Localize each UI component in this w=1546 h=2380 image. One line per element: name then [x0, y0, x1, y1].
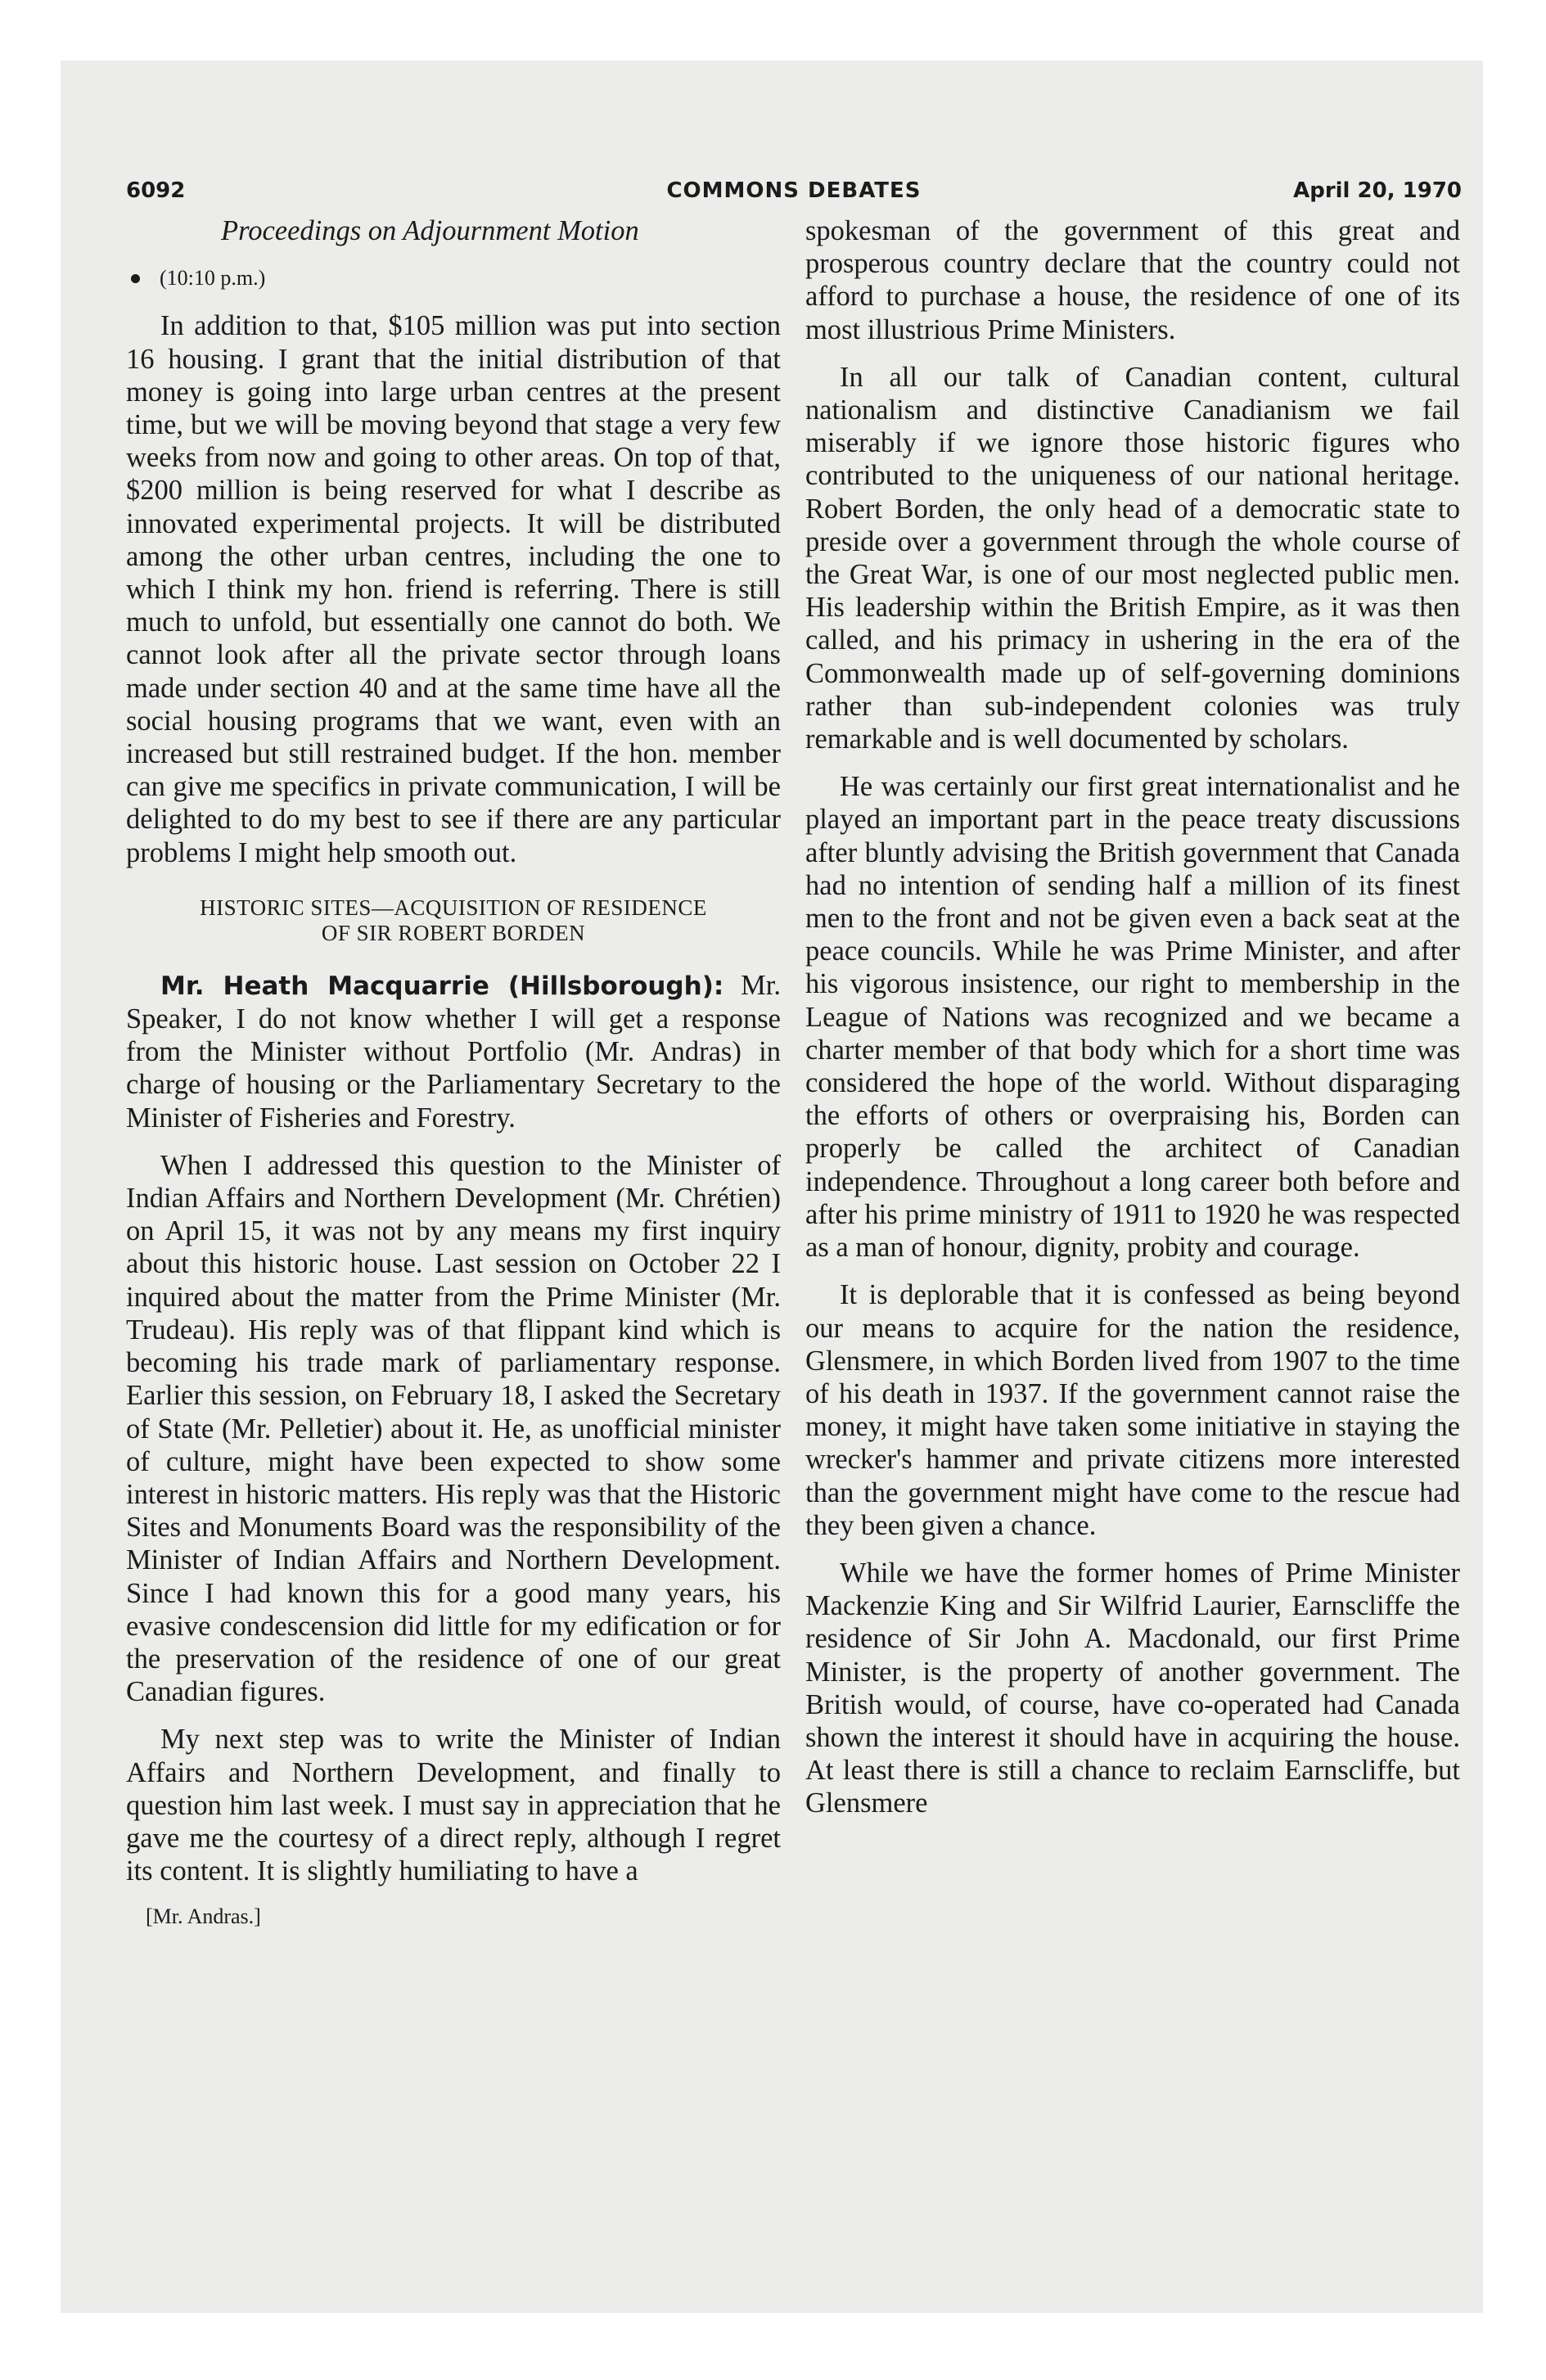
running-subhead: Proceedings on Adjournment Motion — [221, 215, 639, 246]
paragraph: spokesman of the government of this great and prosperous country declare that the country could not afford to purchase a house, the residence of one of its most illustrious Prime Ministers. — [805, 215, 1460, 345]
speech-text: Mr. Speaker, I do not know whether I will get a response from the Minister without Portfolio (Mr. Andras) in charge of housing or the Parliamentary Secretary to the Minister of Fisheries and Forestry. — [126, 969, 781, 1134]
paragraph: While we have the former homes of Prime Minister Mackenzie King and Sir Wilfrid Laurier, Earnscliffe the residence of Sir John A. Macdonald, our first Prime Minister, is the property of another government. The British would, of course, have co-operated had Canada shown the interest it should have in acquiring the house. At least there is still a chance to reclaim Earnscliffe, but Glensmere — [805, 1557, 1460, 1819]
paragraph: My next step was to write the Minister of Indian Affairs and Northern Development, and finally to question him last week. I must say in appreciation that he gave me the courtesy of a direct reply, although I regret its content. It is slightly humiliating to have a — [126, 1724, 781, 1887]
paragraph: In all our talk of Canadian content, cultural nationalism and distinctive Canadianism we fail miserably if we ignore those historic figures who contributed to the uniqueness of our national heritage. Robert Borden, the only head of a democratic state to preside over a government through the whole course of the Great War, is one of our most neglected public men. His leadership within the British Empire, as it was then called, and his primacy in ushering in the era of the Commonwealth made up of self-governing dominions rather than sub-independent colonies was truly remarkable and is well documented by scholars. — [805, 361, 1460, 755]
speaker-name: Mr. Heath Macquarrie (Hillsborough): — [160, 971, 724, 1001]
paragraph: In addition to that, $105 million was put into section 16 housing. I grant that the initial distribution of that money is going into large urban centres at the present time, but we will be moving beyond that stage a very few weeks from now and going to other areas. On top of that, $200 million is being reserved for what I describe as innovated experimental projects. It will be distributed among the other urban centres, including the one to which I think my hon. friend is referring. There is still much to unfold, but essentially one cannot do both. We cannot look after all the private sector through loans made under section 40 and at the same time have all the social housing programs that we want, even with an increased but still restrained budget. If the hon. member can give me specifics in private communication, I will be delighted to do my best to see if there are any particular problems I might help smooth out. — [126, 310, 781, 868]
timestamp-line — [126, 262, 781, 295]
paragraph: When I addressed this question to the Minister of Indian Affairs and Northern Development (Mr. Chrétien) on April 15, it was not by any means my first inquiry about this historic house. Last session on October 22 I inquired about the matter from the Prime Minister (Mr. Trudeau). His reply was of that flippant kind which is becoming his trade mark of parliamentary response. Earlier this session, on February 18, I asked the Secretary of State (Mr. Pelletier) about it. He, as unofficial minister of culture, might have been expected to show some interest in historic matters. His reply was that the Historic Sites and Monuments Board was the responsibility of the Minister of Indian Affairs and Northern Development. Since I had known this for a good many years, his evasive condescension did little for my edification or for the preservation of the residence of one of our great Canadian figures. — [126, 1149, 781, 1708]
issue-date: April 20, 1970 — [1293, 178, 1462, 203]
section-heading-line: OF SIR ROBERT BORDEN — [321, 920, 586, 945]
timestamp: (10:10 p.m.) — [160, 266, 266, 291]
journal-title: COMMONS DEBATES — [666, 178, 922, 203]
paragraph: It is deplorable that it is confessed as being beyond our means to acquire for the nation the residence, Glensmere, in which Borden lived from 1907 to the time of his death in 1937. If the government cannot raise the money, it might have taken some initiative in staying the wrecker's hammer and private citizens more interested than the government might have come to the rescue had they been given a chance. — [805, 1279, 1460, 1541]
speaker-footnote: [Mr. Andras.] — [146, 1904, 261, 1929]
speech-paragraph — [126, 969, 781, 1134]
right-column — [805, 214, 1460, 1820]
paragraph: He was certainly our first great internationalist and he played an important part in the peace treaty discussions after bluntly advising the British government that Canada had no intention of sending half a million of its finest men to the front and not be given even a back seat at the peace councils. While he was Prime Minister, and after his vigorous insistence, our right to membership in the League of Nations was recognized and we became a charter member of that body which for a short time was considered the hope of the world. Without disparaging the efforts of others or overpraising his, Borden can properly be called the architect of Canadian independence. Throughout a long career both before and after his prime ministry of 1911 to 1920 he was respected as a man of honour, dignity, probity and courage. — [805, 771, 1460, 1264]
left-column — [126, 214, 781, 1934]
bullet-icon — [131, 274, 140, 283]
page-header — [126, 178, 1462, 211]
section-heading — [126, 895, 781, 946]
section-heading-line: HISTORIC SITES—ACQUISITION OF RESIDENCE — [200, 895, 707, 920]
page-number: 6092 — [126, 178, 186, 203]
